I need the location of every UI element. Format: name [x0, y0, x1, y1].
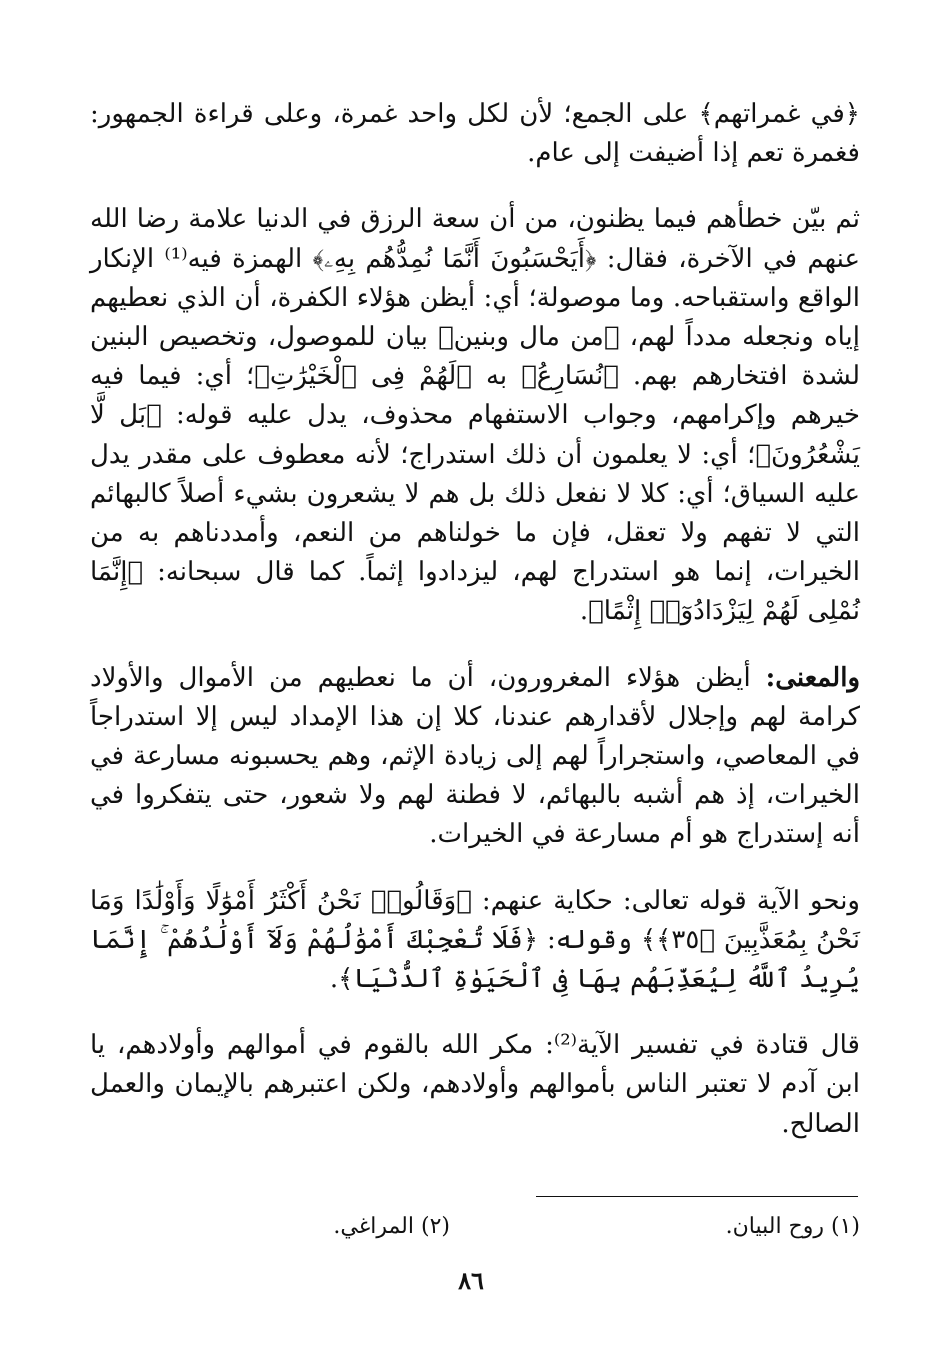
paragraph-2: ثم بيّن خطأهم فيما يظنون، من أن سعة الرزق في الدنيا علامة رضا الله عنهم في الآخرة، فقال: ﴿أَيَحْسَبُونَ أَنَّمَا نُمِدُّهُم بِهِۦ﴾ الهمزة فيه⁽¹⁾ الإنكار الواقع واستقباحه. وما موصولة؛ أي: أيظن هؤلاء الكفرة، أن الذي نعطيهم إياه ونجعله مدداً لهم، ﴿من مال وبنين﴾ بيان للموصول، وتخصيص البنين لشدة افتخارهم بهم. ﴿نُسَارِعُ﴾ به ﴿لَهُمْ فِى ٱلْخَيْرَٰتِ﴾؛ أي: فيما فيه خيرهم وإكرامهم، وجواب الاستفهام محذوف، يدل عليه قوله: ﴿بَل لَّا يَشْعُرُونَ﴾؛ أي: لا يعلمون أن ذلك استدراج؛ لأنه معطوف على مقدر يدل عليه السياق؛ أي: كلا لا نفعل ذلك بل هم لا يشعرون بشيء أصلاً كالبهائم التي لا تفهم ولا تعقل، فإن ما خولناهم من النعم، وأمددناهم به من الخيرات، إنما هو استدراج لهم، ليزدادوا إثماً. كما قال سبحانه: ﴿إِنَّمَا نُمْلِى لَهُمْ لِيَزْدَادُوٓا۟ إِثْمًا﴾. — [90, 204, 860, 627]
footnote-2: (٢) المراغي. — [333, 1214, 450, 1239]
paragraph-4: ونحو الآية قوله تعالى: حكاية عنهم: ﴿وَقَالُوا۟ نَحْنُ أَكْثَرُ أَمْوَٰلًا وَأَوْلَٰدًا وَمَا نَحْنُ بِمُعَذَّبِينَ ﴿٣٥﴾﴾ وقوله: ﴿فَلَا تُعْجِبْكَ أَمْوَٰلُهُمْ وَلَآ أَوْلَٰدُهُمْ ۚ إِنَّمَا يُرِيدُ ٱللَّهُ لِيُعَذِّبَهُم بِهَا فِى ٱلْحَيَوٰةِ ٱلدُّنْيَا﴾. — [90, 885, 860, 995]
footnote-divider — [536, 1196, 858, 1197]
paragraph-3 — [90, 659, 860, 855]
paragraph-1: ﴿في غمراتهم﴾ على الجمع؛ لأن لكل واحد غمرة، وعلى قراءة الجمهور: فغمرة تعم إذا أضيفت إلى عام. — [90, 99, 860, 169]
footnote-1: (١) روح البيان. — [725, 1214, 860, 1239]
paragraph-5: قال قتادة في تفسير الآية⁽²⁾: مكر الله بالقوم في أموالهم وأولادهم، يا ابن آدم لا تعتبر الناس بأموالهم وأولادهم، ولكن اعتبرهم بالإيمان والعمل الصالح. — [90, 1030, 860, 1139]
page-number: ٨٦ — [458, 1266, 484, 1295]
meaning-text: أيظن هؤلاء المغرورون، أن ما نعطيهم من الأموال والأولاد كرامة لهم وإجلال لأقدارهم عندنا، كلا إن هذا الإمداد ليس إلا استدراجاً في المعاصي، واستجراراً لهم إلى زيادة الإثم، وهم يحسبونه مسارعة في الخيرات، إذ هم أشبه بالبهائم، لا فطنة لهم ولا شعور، حتى يتفكروا في أنه إستدراج هو أم مسارعة في الخيرات. — [90, 662, 860, 850]
body-text — [90, 95, 860, 1171]
meaning-lead: والمعنى: — [765, 662, 860, 693]
